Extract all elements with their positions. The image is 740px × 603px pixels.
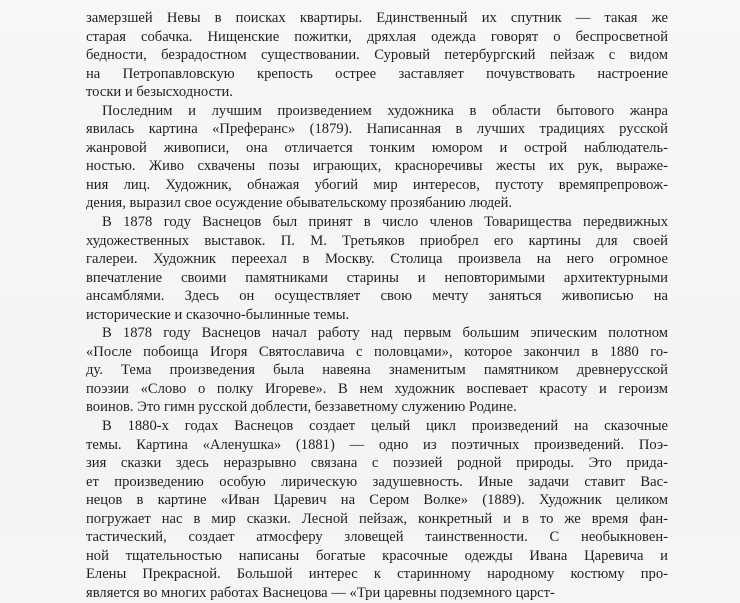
text-line: на Петропавловскую крепость острее заставляет почувствовать настроение xyxy=(86,65,668,82)
body-text xyxy=(86,9,668,603)
text-line: Елены Прекрасной. Большой интерес к старинному народному костюму про- xyxy=(86,566,668,583)
text-line: ния лиц. Художник, обнажая убогий мир интересов, пустоту времяпрепровож- xyxy=(86,176,668,193)
text-line: исторические и сказочно-былинные темы. xyxy=(86,306,350,323)
text-line: ностью. Живо схвачены позы играющих, красноречивы жесты их рук, выраже- xyxy=(86,158,668,175)
text-line: ансамблями. Здесь он осуществляет свою мечту заняться живописью на xyxy=(86,288,668,305)
text-line: зия сказки здесь неразрывно связана с поэзией родной природы. Это прида- xyxy=(86,455,668,472)
text-line: В 1878 году Васнецов был принят в число членов Товарищества передвижных xyxy=(102,214,668,231)
text-line: погружает нас в мир сказки. Лесной пейзаж, конкретный и в то же время фан- xyxy=(86,510,668,527)
text-line: тастический, создает атмосферу зловещей таинственности. С необыкновен- xyxy=(86,529,668,546)
text-line: поэзии «Слово о полку Игореве». В нем художник воспевает красоту и героизм xyxy=(86,380,668,397)
text-line: В 1880-х годах Васнецов создает целый цикл произведений на сказочные xyxy=(102,418,668,435)
text-line: темы. Картина «Аленушка» (1881) — одно из поэтичных произведений. Поэ- xyxy=(86,436,668,453)
text-line: художественных выставок. П. М. Третьяков приобрел его картины для своей xyxy=(86,232,668,249)
text-line: нецов в картине «Иван Царевич на Сером Волке» (1889). Художник целиком xyxy=(86,492,668,509)
text-line: старая собачка. Нищенские пожитки, дряхлая одежда говорят о беспросветной xyxy=(86,28,668,45)
text-line: тоски и безысходности. xyxy=(86,84,233,101)
text-line: ет произведению особую лирическую задушевность. Иные задачи ставит Вас- xyxy=(86,473,668,490)
text-line: впечатление своими памятниками старины и неповторимыми архитектурными xyxy=(86,269,668,286)
text-line: «После побоища Игоря Святославича с половцами», которое закончил в 1880 го- xyxy=(86,343,668,360)
text-line: дения, выразил свое осуждение обывательскому прозябанию людей. xyxy=(86,195,513,212)
text-line: замерзшей Невы в поисках квартиры. Единственный их спутник — такая же xyxy=(86,10,668,26)
text-line: Последним и лучшим произведением художника в области бытового жанра xyxy=(102,102,668,119)
text-line: галереи. Художник переехал в Москву. Столица произвела на него огромное xyxy=(86,251,668,268)
text-line: жанровой живописи, она отличается тонким юмором и острой наблюдатель- xyxy=(86,139,668,156)
text-line: бедности, безрадостном существовании. Суровый петербургский пейзаж с видом xyxy=(86,47,668,64)
text-line: В 1878 году Васнецов начал работу над первым большим эпическим полотном xyxy=(102,325,668,342)
text-line: ной тщательностью написаны богатые красочные одежды Ивана Царевича и xyxy=(86,547,668,564)
text-line: ду. Тема произведения была навеяна знаменитым памятником древнерусской xyxy=(86,362,668,379)
text-line: является во многих работах Васнецова — «Три царевны подземного царст- xyxy=(86,584,555,601)
text-line: воинов. Это гимн русской доблести, беззаветному служению Родине. xyxy=(86,399,517,416)
text-line: явилась картина «Преферанс» (1879). Написанная в лучших традициях русской xyxy=(86,121,668,138)
